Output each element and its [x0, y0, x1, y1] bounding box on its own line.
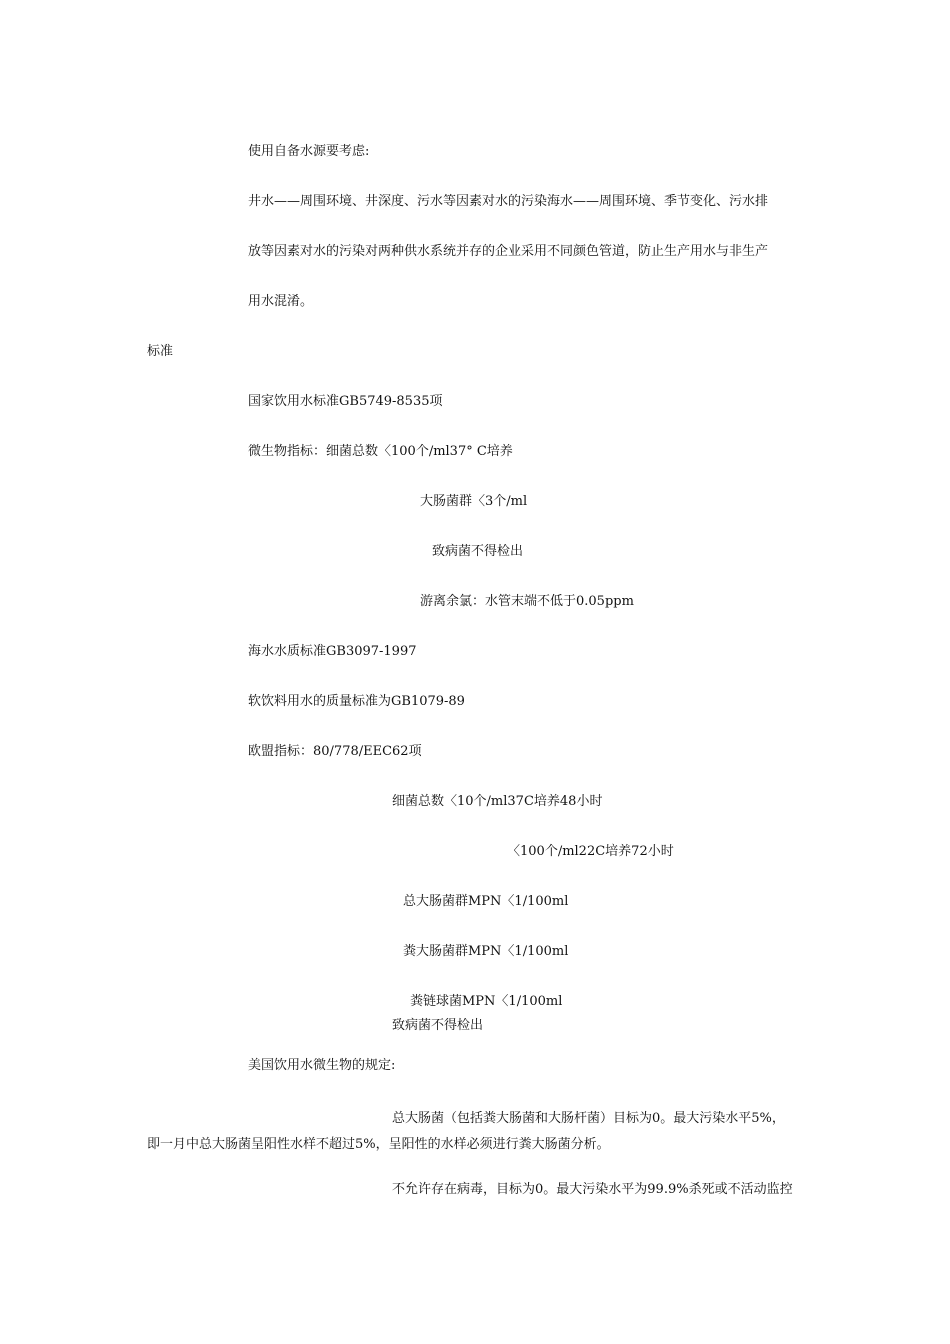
eu-total-coliform: 总大肠菌群MPN〈1/100ml	[403, 894, 569, 909]
eu-bacteria-37c: 细菌总数〈10个/ml37C培养48小时	[392, 794, 603, 809]
national-standard-title: 国家饮用水标准GB5749-8535项	[248, 394, 443, 409]
intro-paragraph-line-1: 井水——周围环境、井深度、污水等因素对水的污染海水——周围环境、季节变化、污水排	[248, 194, 769, 209]
intro-heading: 使用自备水源要考虑:	[248, 144, 370, 159]
eu-fecal-coliform: 粪大肠菌群MPN〈1/100ml	[403, 944, 569, 959]
eu-pathogen: 致病菌不得检出	[392, 1018, 484, 1033]
seawater-standard: 海水水质标准GB3097-1997	[248, 644, 417, 659]
soft-drink-standard: 软饮料用水的质量标准为GB1079-89	[248, 694, 465, 709]
national-free-chlorine: 游离余氯：水管末端不低于0.05ppm	[420, 594, 634, 609]
eu-fecal-streptococcus: 粪链球菌MPN〈1/100ml	[410, 994, 563, 1009]
national-micro-indicator: 微生物指标：细菌总数〈100个/ml37° C培养	[248, 444, 513, 459]
eu-bacteria-22c: 〈100个/ml22C培养72小时	[507, 844, 674, 859]
intro-paragraph-line-2: 放等因素对水的污染对两种供水系统并存的企业采用不同颜色管道，防止生产用水与非生产	[248, 244, 769, 259]
usa-coliform-line-2: 即一月中总大肠菌呈阳性水样不超过5%，呈阳性的水样必须进行粪大肠菌分析。	[147, 1137, 610, 1152]
national-pathogen: 致病菌不得检出	[432, 544, 524, 559]
usa-standard-title: 美国饮用水微生物的规定:	[248, 1058, 396, 1073]
usa-coliform-line-1: 总大肠菌（包括粪大肠菌和大肠杆菌）目标为0。最大污染水平5%，	[392, 1111, 785, 1126]
usa-virus-rule: 不允许存在病毒，目标为0。最大污染水平为99.9%杀死或不活动监控	[392, 1182, 793, 1197]
section-title: 标准	[147, 344, 174, 359]
national-coliform: 大肠菌群〈3个/ml	[420, 494, 528, 509]
eu-standard-title: 欧盟指标：80/778/EEC62项	[248, 744, 422, 759]
intro-paragraph-line-3: 用水混淆。	[248, 294, 314, 309]
